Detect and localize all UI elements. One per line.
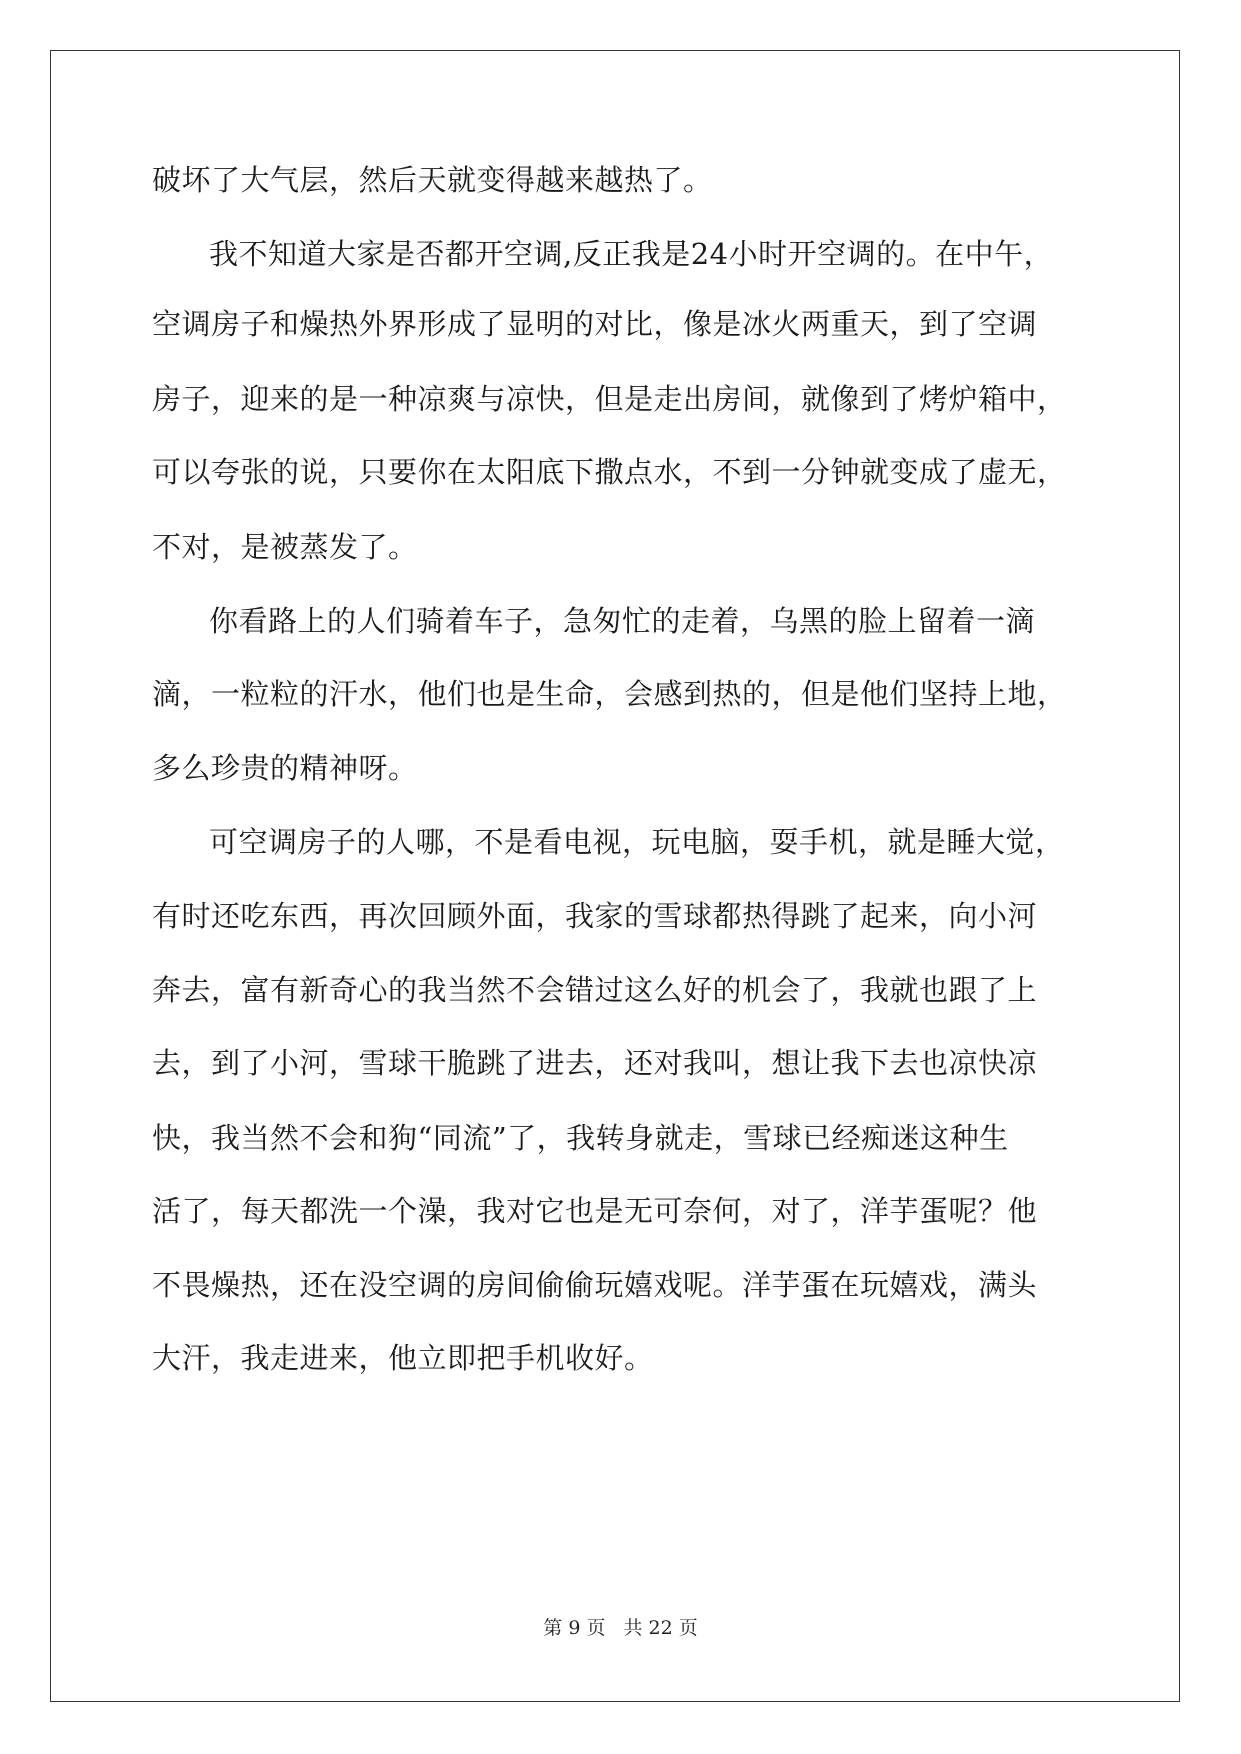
text-line: 有时还吃东西，再次回顾外面，我家的雪球都热得跳了起来，向小河 <box>152 899 1038 933</box>
page-footer <box>0 1616 1241 1640</box>
text-line: 房子，迎来的是一种凉爽与凉快，但是走出房间，就像到了烤炉箱中， <box>152 382 1067 416</box>
page-border <box>50 50 1180 1702</box>
paragraph-first-line: 可空调房子的人哪，不是看电视，玩电脑，耍手机，就是睡大觉， <box>209 825 1065 859</box>
text-line: 空调房子和燥热外界形成了显明的对比，像是冰火两重天，到了空调 <box>152 307 1038 341</box>
text-line: 活了，每天都洗一个澡，我对它也是无可奈何，对了，洋芋蛋呢？他 <box>152 1194 1038 1228</box>
paragraph-first-line: 我不知道大家是否都开空调,反正我是24小时开空调的。在中午， <box>209 237 1054 271</box>
text-line: 可以夸张的说，只要你在太阳底下撒点水，不到一分钟就变成了虚无， <box>152 455 1067 489</box>
page-number: 第 9 页 <box>543 1617 606 1639</box>
total-pages: 共 22 页 <box>623 1617 698 1639</box>
text-line: 快，我当然不会和狗“同流”了，我转身就走，雪球已经痴迷这种生 <box>152 1121 1009 1155</box>
paragraph-first-line: 你看路上的人们骑着车子，急匆忙的走着，乌黑的脸上留着一滴 <box>209 604 1036 638</box>
text-line: 奔去，富有新奇心的我当然不会错过这么好的机会了，我就也跟了上 <box>152 973 1038 1007</box>
text-line: 破坏了大气层，然后天就变得越来越热了。 <box>152 163 713 197</box>
text-line: 大汗，我走进来，他立即把手机收好。 <box>152 1341 654 1375</box>
text-line: 不畏燥热，还在没空调的房间偷偷玩嬉戏呢。洋芋蛋在玩嬉戏，满头 <box>152 1268 1038 1302</box>
text-line: 多么珍贵的精神呀。 <box>152 751 418 785</box>
text-line: 滴，一粒粒的汗水，他们也是生命，会感到热的，但是他们坚持上地， <box>152 677 1067 711</box>
text-line: 不对，是被蒸发了。 <box>152 530 418 564</box>
text-line: 去，到了小河，雪球干脆跳了进去，还对我叫，想让我下去也凉快凉 <box>152 1046 1038 1080</box>
